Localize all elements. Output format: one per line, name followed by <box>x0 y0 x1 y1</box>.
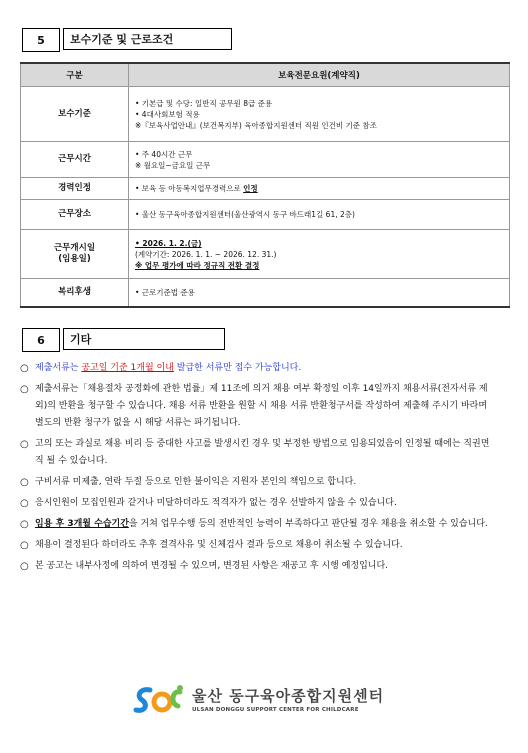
row-content-start <box>129 230 510 279</box>
note-6-probation: 임용 후 3개월 수습기간 <box>35 519 129 529</box>
bullet-circle-icon: ○ <box>20 439 29 450</box>
section-number: 5 <box>22 28 60 52</box>
row-label-hours: 근무시간 <box>21 142 129 178</box>
table-row <box>21 279 510 307</box>
list-item <box>20 495 498 512</box>
table-row <box>21 178 510 200</box>
center-name: 울산 동구육아종합지원센터 <box>192 687 385 705</box>
table-row <box>21 200 510 230</box>
note-7: 채용이 결정된다 하더라도 추후 결격사유 및 신체검사 결과 등으로 채용이 취소될 수 있습니다. <box>35 540 403 550</box>
note-6-b: 을 거쳐 업무수행 등의 전반적인 능력이 부족하다고 판단될 경우 채용을 취소할 수 있습니다. <box>128 519 488 529</box>
note-8: 본 공고는 내부사정에 의하여 변경될 수 있으며, 변경된 사항은 재공고 후 시행 예정입니다. <box>35 561 389 571</box>
section-6-header <box>22 328 225 352</box>
hours-line-2: ※ 월요일~금요일 근무 <box>135 160 211 170</box>
list-item <box>20 558 498 575</box>
list-item <box>20 436 498 470</box>
list-item <box>20 537 498 554</box>
center-logo <box>132 682 384 716</box>
bullet-circle-icon: ○ <box>20 540 29 551</box>
table-row <box>21 230 510 279</box>
pay-line-3: ※『보육사업안내』(보건복지부) 육아종합지원센터 직원 인건비 기준 참조 <box>135 120 377 130</box>
note-2: 제출서류는「채용절차 공정화에 관한 법률」제 11조에 의거 채용 여부 확정일 이후 14일까지 채용서류(전자서류 제외)의 반환을 청구할 수 있습니다. 채용 서류 반환을 원할 시 채용 서류 반환청구서를 작성하여 제출해 주시기 바라며 별도의 반환 청구가 없을 시 해당 서류는 파기됩니다. <box>35 384 488 428</box>
pay-line-1: • 기본급 및 수당: 일반직 공무원 8급 준용 <box>135 98 273 108</box>
section-title: 기타 <box>63 328 225 350</box>
section-5-header <box>22 28 232 52</box>
center-name-english: ULSAN DONGGU SUPPORT CENTER FOR CHILDCARE <box>192 707 359 713</box>
row-label-career: 경력인정 <box>21 178 129 200</box>
bullet-circle-icon: ○ <box>20 561 29 572</box>
bullet-circle-icon: ○ <box>20 384 29 395</box>
list-item <box>20 360 498 377</box>
section-title: 보수기준 및 근로조건 <box>63 28 232 50</box>
section-number: 6 <box>22 328 60 352</box>
note-4: 구비서류 미제출, 연락 두절 등으로 인한 불이익은 지원자 본인의 책임으로 합니다. <box>35 477 357 487</box>
list-item <box>20 381 498 432</box>
row-content-career <box>129 178 510 200</box>
list-item <box>20 474 498 491</box>
table-header-row <box>21 63 510 87</box>
note-3: 고의 또는 과실로 채용 비리 등 중대한 사고를 발생시킨 경우 및 부정한 방법으로 임용되었음이 인정될 때에는 직권면직 될 수 있습니다. <box>35 439 490 466</box>
note-5: 응시인원이 모집인원과 같거나 미달하더라도 적격자가 없는 경우 선발하지 않을 수 있습니다. <box>35 498 397 508</box>
notes-list <box>20 360 498 579</box>
note-1-c: 발급한 서류만 접수 가능합니다. <box>173 363 302 373</box>
bullet-circle-icon: ○ <box>20 498 29 509</box>
start-label-2: (임용일) <box>58 254 91 264</box>
table-row <box>21 87 510 142</box>
table-header-category: 구분 <box>21 63 129 87</box>
bullet-circle-icon: ○ <box>20 519 29 530</box>
center-logo-icon <box>132 682 186 716</box>
list-item <box>20 516 498 533</box>
pay-line-2: • 4대사회보험 적용 <box>135 109 200 119</box>
row-content-place: • 울산 동구육아종합지원센터(울산광역시 동구 바드래1길 61, 2층) <box>129 200 510 230</box>
contract-period: (계약기간: 2026. 1. 1. ~ 2026. 12. 31.) <box>135 249 277 259</box>
conditions-table <box>20 62 510 308</box>
note-1-a: 제출서류는 <box>35 363 82 373</box>
start-date: • 2026. 1. 2.(금) <box>135 238 202 248</box>
row-label-start <box>21 230 129 279</box>
bullet-circle-icon: ○ <box>20 363 29 374</box>
career-text: • 보육 등 아동복지업무경력으로 <box>135 184 244 193</box>
table-row <box>21 142 510 178</box>
row-label-welfare: 복리후생 <box>21 279 129 307</box>
hours-line-1: • 주 40시간 근무 <box>135 149 193 159</box>
row-label-place: 근무장소 <box>21 200 129 230</box>
note-1-deadline: 공고일 기준 1개월 이내 <box>81 363 174 373</box>
row-label-pay: 보수기준 <box>21 87 129 142</box>
bullet-circle-icon: ○ <box>20 477 29 488</box>
row-content-welfare: • 근로기준법 준용 <box>129 279 510 307</box>
table-header-position: 보육전문요원(계약직) <box>129 63 510 87</box>
row-content-pay <box>129 87 510 142</box>
row-content-hours <box>129 142 510 178</box>
conversion-note: ※ 업무 평가에 따라 정규직 전환 결정 <box>135 260 260 270</box>
career-recognized: 인정 <box>243 184 258 193</box>
start-label-1: 근무개시일 <box>53 243 96 253</box>
